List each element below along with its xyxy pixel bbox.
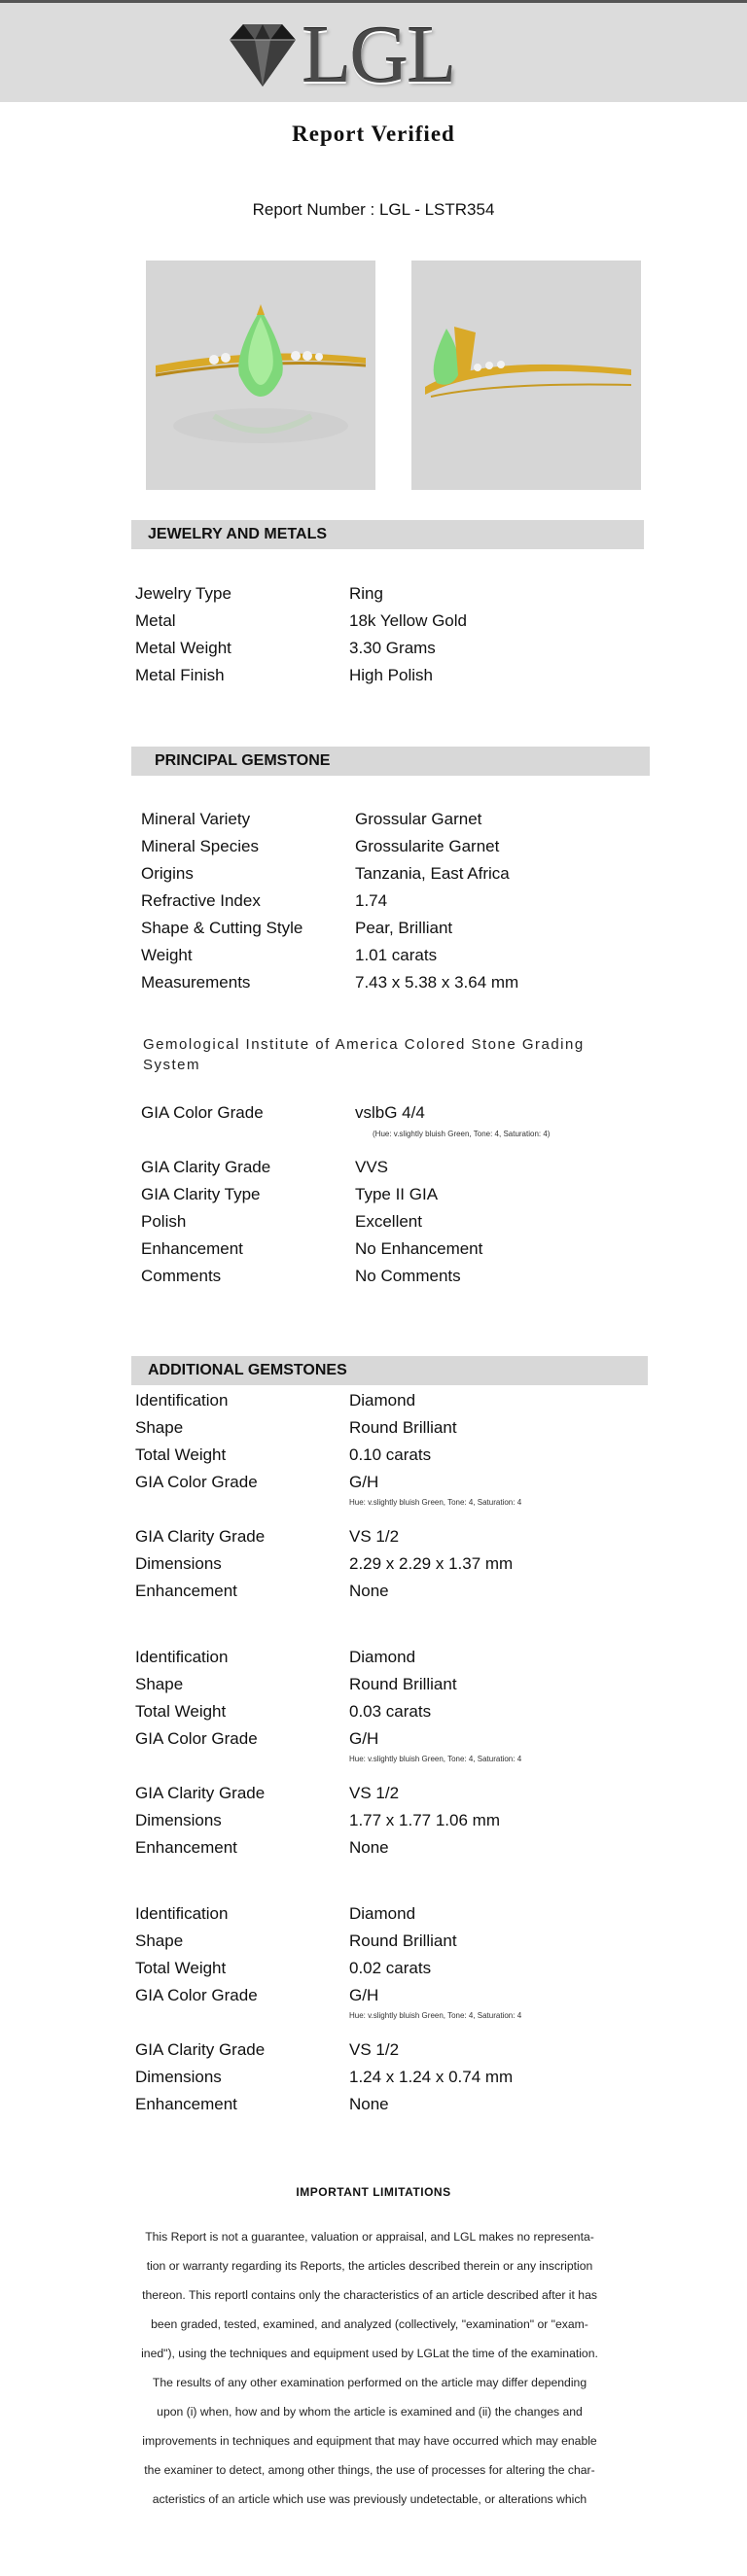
gia-clarity-type-value: Type II GIA	[355, 1185, 439, 1203]
enhancement-label: Enhancement	[141, 1239, 243, 1258]
enhancement-value: None	[349, 2095, 389, 2113]
metal-finish-label: Metal Finish	[135, 666, 225, 684]
limitations-line: acteristics of an article which use was previously undetectable, or alterations which	[152, 2492, 587, 2506]
metal-label: Metal	[135, 611, 176, 630]
shape-label: Shape	[135, 1932, 184, 1950]
shape-label: Shape	[135, 1675, 184, 1693]
clarity-grade-label: GIA Clarity Grade	[135, 2040, 266, 2059]
mineral-variety-value: Grossular Garnet	[355, 810, 482, 828]
limitations-line: upon (i) when, how and by whom the article is examined and (ii) the changes and	[157, 2405, 583, 2419]
clarity-grade-label: GIA Clarity Grade	[135, 1784, 266, 1802]
dimensions-value: 2.29 x 2.29 x 1.37 mm	[349, 1554, 514, 1573]
clarity-grade-label: GIA Clarity Grade	[135, 1527, 266, 1546]
origins-label: Origins	[141, 864, 194, 883]
metal-finish-value: High Polish	[349, 666, 433, 684]
identification-value: Diamond	[349, 1904, 416, 1923]
total-weight-label: Total Weight	[135, 1702, 227, 1721]
shape-value: Round Brilliant	[349, 1675, 457, 1693]
color-grade-value: G/H	[349, 1473, 379, 1491]
mineral-species-label: Mineral Species	[141, 837, 259, 855]
color-grade-label: GIA Color Grade	[135, 1729, 258, 1748]
gia-clarity-grade-value: VVS	[355, 1158, 389, 1176]
jewelry-section-heading: JEWELRY AND METALS	[131, 520, 644, 549]
limitations-line: the examiner to detect, among other things, the use of processes for altering the char-	[144, 2463, 595, 2477]
color-grade-value: G/H	[349, 1729, 379, 1748]
limitations-line: tion or warranty regarding its Reports, the articles described therein or any inscription	[146, 2259, 593, 2273]
lgl-logo	[224, 10, 455, 100]
metal-weight-label: Metal Weight	[135, 639, 231, 657]
origins-value: Tanzania, East Africa	[355, 864, 510, 883]
weight-value: 1.01 carats	[355, 946, 438, 964]
shape-cutting-value: Pear, Brilliant	[355, 919, 453, 937]
gia-clarity-type-label: GIA Clarity Type	[141, 1185, 261, 1203]
gia-color-grade-value: vslbG 4/4	[355, 1103, 425, 1122]
enhancement-label: Enhancement	[135, 1838, 237, 1857]
jewelry-type-label: Jewelry Type	[135, 584, 231, 603]
comments-label: Comments	[141, 1267, 222, 1285]
identification-value: Diamond	[349, 1391, 416, 1410]
gia-color-grade-label: GIA Color Grade	[141, 1103, 264, 1122]
identification-value: Diamond	[349, 1648, 416, 1666]
logo-text: LGL	[302, 10, 455, 100]
enhancement-value: No Enhancement	[355, 1239, 483, 1258]
total-weight-value: 0.02 carats	[349, 1959, 432, 1977]
dimensions-label: Dimensions	[135, 2068, 222, 2086]
header-banner	[0, 3, 747, 102]
limitations-line: ined"), using the techniques and equipment used by LGLat the time of the examination.	[141, 2347, 598, 2360]
polish-label: Polish	[141, 1212, 187, 1231]
limitations-line: thereon. This reportl contains only the characteristics of an article described after it has	[142, 2288, 597, 2302]
identification-label: Identification	[135, 1391, 229, 1410]
jewelry-type-value: Ring	[349, 584, 383, 603]
ring-side-photo	[411, 261, 641, 490]
clarity-grade-value: VS 1/2	[349, 1527, 400, 1546]
gia-grading-heading: Gemological Institute of America Colored Stone Grading System	[143, 1036, 585, 1073]
mineral-variety-label: Mineral Variety	[141, 810, 251, 828]
dimensions-value: 1.77 x 1.77 1.06 mm	[349, 1811, 500, 1829]
enhancement-label: Enhancement	[135, 1582, 237, 1600]
shape-value: Round Brilliant	[349, 1418, 457, 1437]
total-weight-label: Total Weight	[135, 1959, 227, 1977]
gia-clarity-grade-label: GIA Clarity Grade	[141, 1158, 271, 1176]
limitations-heading: IMPORTANT LIMITATIONS	[296, 2185, 451, 2199]
shape-cutting-label: Shape & Cutting Style	[141, 919, 303, 937]
identification-label: Identification	[135, 1648, 229, 1666]
diamond-icon	[224, 20, 302, 90]
color-grade-note: Hue: v.slightly bluish Green, Tone: 4, Saturation: 4	[349, 2011, 522, 2020]
clarity-grade-value: VS 1/2	[349, 2040, 400, 2059]
principal-section-heading: PRINCIPAL GEMSTONE	[131, 747, 650, 776]
total-weight-label: Total Weight	[135, 1445, 227, 1464]
limitations-line: The results of any other examination performed on the article may differ depending	[152, 2376, 587, 2389]
color-grade-label: GIA Color Grade	[135, 1986, 258, 2004]
report-number: Report Number : LGL - LSTR354	[252, 200, 495, 219]
total-weight-value: 0.03 carats	[349, 1702, 432, 1721]
polish-value: Excellent	[355, 1212, 422, 1231]
refractive-index-label: Refractive Index	[141, 891, 261, 910]
dimensions-label: Dimensions	[135, 1811, 222, 1829]
color-grade-label: GIA Color Grade	[135, 1473, 258, 1491]
measurements-label: Measurements	[141, 973, 251, 992]
ring-side-icon	[411, 261, 641, 490]
shape-label: Shape	[135, 1418, 184, 1437]
clarity-grade-value: VS 1/2	[349, 1784, 400, 1802]
comments-value: No Comments	[355, 1267, 461, 1285]
mineral-species-value: Grossularite Garnet	[355, 837, 500, 855]
limitations-text	[97, 2222, 642, 2514]
color-grade-note: Hue: v.slightly bluish Green, Tone: 4, Saturation: 4	[349, 1498, 522, 1507]
color-grade-value: G/H	[349, 1986, 379, 2004]
additional-section-heading: ADDITIONAL GEMSTONES	[131, 1356, 648, 1385]
enhancement-value: None	[349, 1582, 389, 1600]
measurements-value: 7.43 x 5.38 x 3.64 mm	[355, 973, 519, 992]
identification-label: Identification	[135, 1904, 229, 1923]
page-title: Report Verified	[292, 122, 455, 146]
weight-label: Weight	[141, 946, 193, 964]
total-weight-value: 0.10 carats	[349, 1445, 432, 1464]
gia-color-grade-note: (Hue: v.slightly bluish Green, Tone: 4, Saturation: 4)	[373, 1130, 551, 1138]
dimensions-label: Dimensions	[135, 1554, 222, 1573]
limitations-line: been graded, tested, examined, and analyzed (collectively, "examination" or "exam-	[151, 2317, 588, 2331]
enhancement-label: Enhancement	[135, 2095, 237, 2113]
enhancement-value: None	[349, 1838, 389, 1857]
limitations-line: This Report is not a guarantee, valuation or appraisal, and LGL makes no representa-	[145, 2230, 594, 2244]
limitations-line: improvements in techniques and equipment that may have occurred which may enable	[142, 2434, 597, 2448]
metal-weight-value: 3.30 Grams	[349, 639, 436, 657]
ring-front-photo	[146, 261, 375, 490]
metal-value: 18k Yellow Gold	[349, 611, 467, 630]
ring-front-icon	[146, 261, 375, 490]
color-grade-note: Hue: v.slightly bluish Green, Tone: 4, Saturation: 4	[349, 1755, 522, 1763]
dimensions-value: 1.24 x 1.24 x 0.74 mm	[349, 2068, 514, 2086]
shape-value: Round Brilliant	[349, 1932, 457, 1950]
refractive-index-value: 1.74	[355, 891, 388, 910]
